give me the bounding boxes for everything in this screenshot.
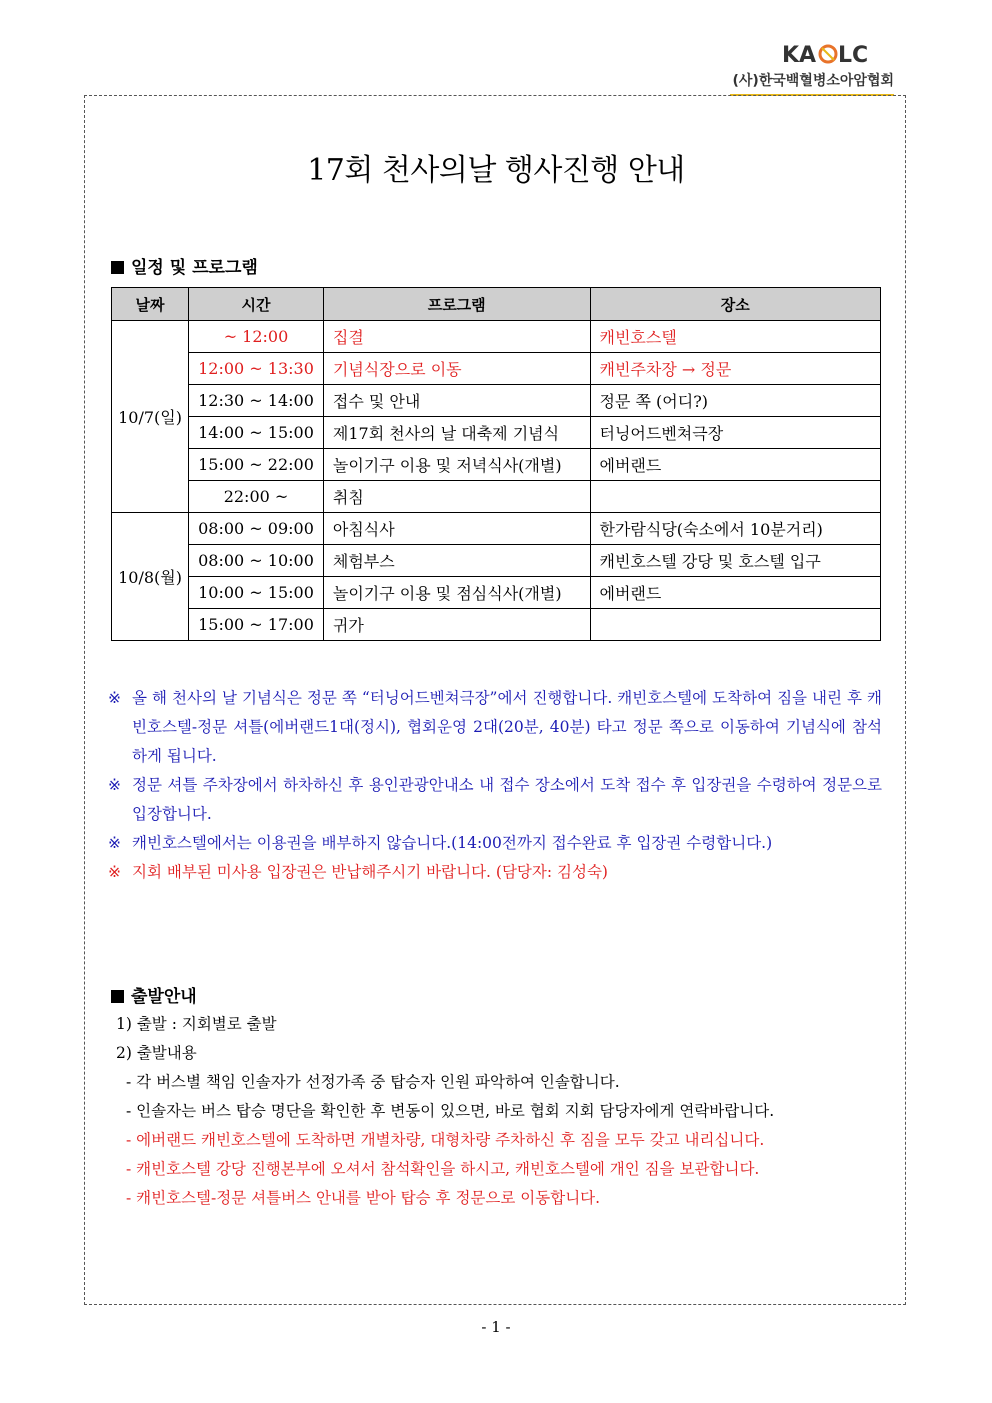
departure-item-2: 2) 출발내용 (116, 1044, 197, 1062)
reference-mark-icon: ※ (108, 776, 121, 794)
table-row (112, 545, 881, 577)
reference-mark-icon: ※ (108, 863, 121, 881)
kalc-logo-icon (782, 38, 872, 70)
page-title: 17회 천사의날 행사진행 안내 (307, 153, 685, 188)
time-cell: 14:00 ~ 15:00 (189, 417, 324, 449)
header-date: 날짜 (112, 288, 189, 321)
reference-mark-icon: ※ (108, 834, 121, 852)
departure-subitem: - 각 버스별 책임 인솔자가 선정가족 중 탑승자 인원 파악하여 인솔합니다. (126, 1073, 620, 1091)
table-row (112, 577, 881, 609)
departure-heading-text: 출발안내 (131, 987, 197, 1007)
table-row (112, 417, 881, 449)
place-cell (590, 481, 881, 513)
program-cell: 아침식사 (323, 513, 590, 545)
program-cell: 놀이기구 이용 및 점심식사(개별) (323, 577, 590, 609)
table-row (112, 513, 881, 545)
time-cell: 22:00 ~ (189, 481, 324, 513)
reference-mark-icon: ※ (108, 689, 121, 707)
program-cell: 취침 (323, 481, 590, 513)
time-cell: 15:00 ~ 22:00 (189, 449, 324, 481)
table-row (112, 449, 881, 481)
time-cell: 10:00 ~ 15:00 (189, 577, 324, 609)
page-number: - 1 - (481, 1318, 511, 1336)
schedule-heading-text: 일정 및 프로그램 (131, 258, 258, 278)
date-cell: 10/8(월) (112, 513, 189, 641)
note-text: 지회 배부된 미사용 입장권은 반납해주시기 바랍니다. (담당자: 김성숙) (132, 863, 608, 881)
header-time: 시간 (189, 288, 324, 321)
organization-name: (사)한국백혈병소아암협회 (732, 73, 894, 89)
table-row (112, 385, 881, 417)
place-cell: 정문 쪽 (어디?) (590, 385, 881, 417)
table-header-row (112, 288, 881, 321)
header-place: 장소 (590, 288, 881, 321)
note-item (108, 771, 882, 829)
schedule-heading (111, 253, 258, 278)
place-cell: 에버랜드 (590, 449, 881, 481)
place-cell: 캐빈호스텔 (590, 321, 881, 353)
time-cell: 12:00 ~ 13:30 (189, 353, 324, 385)
departure-subitem: - 캐빈호스텔 강당 진행본부에 오셔서 참석확인을 하시고, 캐빈호스텔에 개인 짐을 보관합니다. (126, 1160, 760, 1178)
departure-content (116, 1010, 882, 1213)
table-row (112, 321, 881, 353)
time-cell: 12:30 ~ 14:00 (189, 385, 324, 417)
time-cell: 15:00 ~ 17:00 (189, 609, 324, 641)
header-program: 프로그램 (323, 288, 590, 321)
program-cell: 체험부스 (323, 545, 590, 577)
departure-item-1: 1) 출발 : 지회별로 출발 (116, 1015, 277, 1033)
place-cell: 에버랜드 (590, 577, 881, 609)
table-row (112, 609, 881, 641)
time-cell: ~ 12:00 (189, 321, 324, 353)
table-row (112, 353, 881, 385)
time-cell: 08:00 ~ 09:00 (189, 513, 324, 545)
note-text: 올 해 천사의 날 기념식은 정문 쪽 “터닝어드벤쳐극장”에서 진행합니다. 캐빈호스텔에 도착하여 짐을 내린 후 캐빈호스텔-정문 셔틀(에버랜드1대(정시), 협회운영 2대(20분, 40분) 타고 정문 쪽으로 이동하여 기념식에 참석하게 됩니다. (132, 689, 882, 765)
note-item (108, 858, 882, 887)
note-text: 정문 셔틀 주차장에서 하차하신 후 용인관광안내소 내 접수 장소에서 도착 접수 후 입장권을 수령하여 정문으로 입장합니다. (132, 776, 882, 823)
program-cell: 놀이기구 이용 및 저녁식사(개별) (323, 449, 590, 481)
schedule-table (111, 287, 881, 641)
square-bullet-icon (111, 990, 124, 1003)
square-bullet-icon (111, 261, 124, 274)
program-cell: 제17회 천사의 날 대축제 기념식 (323, 417, 590, 449)
place-cell: 터닝어드벤쳐극장 (590, 417, 881, 449)
departure-subitem: - 캐빈호스텔-정문 셔틀버스 안내를 받아 탑승 후 정문으로 이동합니다. (126, 1189, 601, 1207)
svg-text:KA: KA (782, 43, 817, 68)
schedule-body (112, 321, 881, 641)
program-cell: 집결 (323, 321, 590, 353)
place-cell: 한가람식당(숙소에서 10분거리) (590, 513, 881, 545)
place-cell: 캐빈주차장 → 정문 (590, 353, 881, 385)
program-cell: 기념식장으로 이동 (323, 353, 590, 385)
program-cell: 접수 및 안내 (323, 385, 590, 417)
note-item (108, 829, 882, 858)
note-text: 캐빈호스텔에서는 이용권을 배부하지 않습니다.(14:00전까지 접수완료 후 입장권 수령합니다.) (132, 834, 773, 852)
departure-subitems (116, 1068, 882, 1213)
departure-heading (111, 982, 197, 1007)
program-cell: 귀가 (323, 609, 590, 641)
table-row (112, 481, 881, 513)
place-cell (590, 609, 881, 641)
time-cell: 08:00 ~ 10:00 (189, 545, 324, 577)
svg-text:LC: LC (838, 43, 869, 68)
departure-subitem: - 에버랜드 캐빈호스텔에 도착하면 개별차량, 대형차량 주차하신 후 짐을 모두 갖고 내리십니다. (126, 1131, 765, 1149)
notes-list (108, 684, 882, 887)
note-item (108, 684, 882, 771)
departure-subitem: - 인솔자는 버스 탑승 명단을 확인한 후 변동이 있으면, 바로 협회 지회 담당자에게 연락바랍니다. (126, 1102, 775, 1120)
date-cell: 10/7(일) (112, 321, 189, 513)
place-cell: 캐빈호스텔 강당 및 호스텔 입구 (590, 545, 881, 577)
